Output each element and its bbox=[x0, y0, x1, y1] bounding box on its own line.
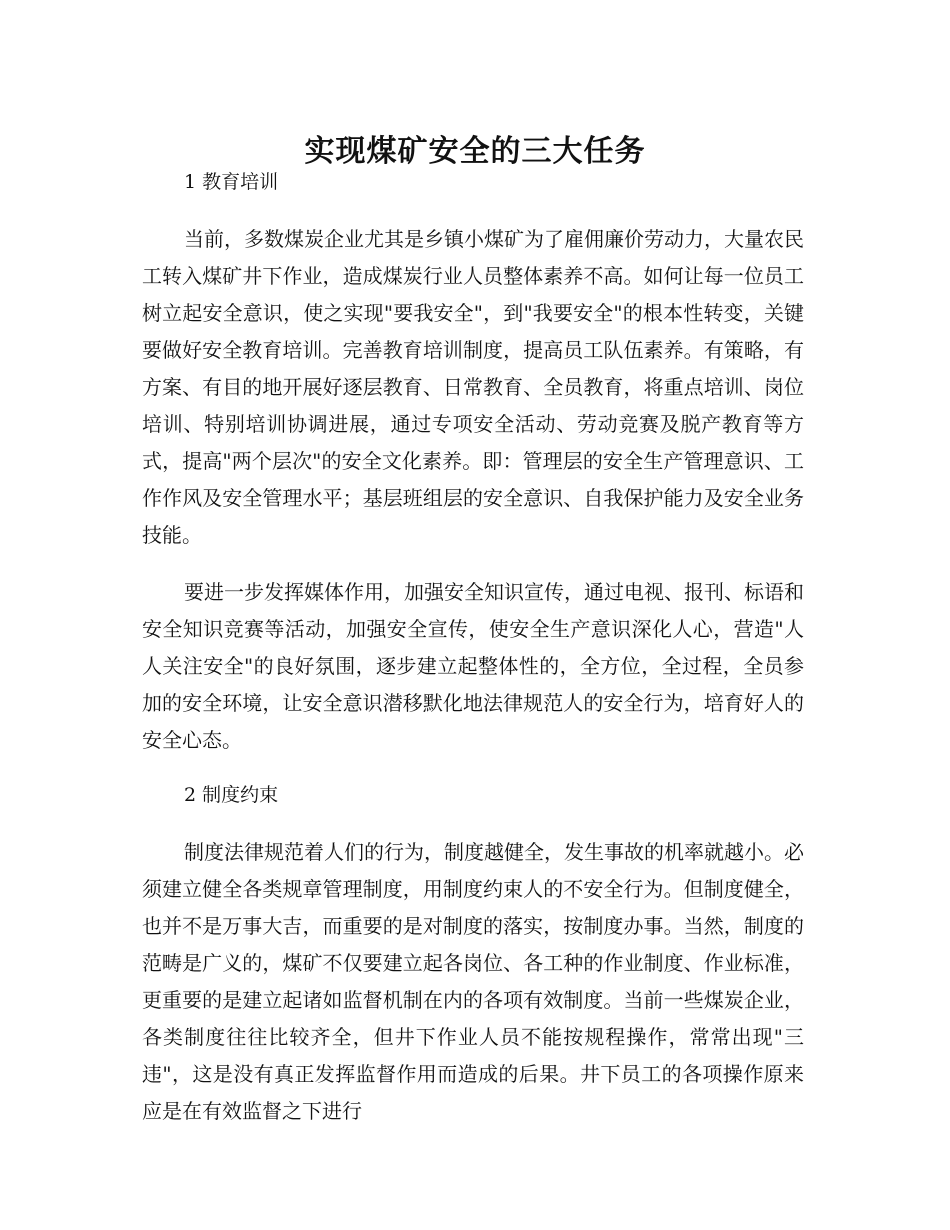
document-title: 实现煤矿安全的三大任务 bbox=[304, 134, 646, 170]
paragraph: 要进一步发挥媒体作用，加强安全知识宣传，通过电视、报刊、标语和安全知识竞赛等活动，加强安全宣传，使安全生产意识深化人心，营造"人人关注安全"的良好氛围，逐步建立起整体性的，全方位，全过程，全员参加的安全环境，让安全意识潜移默化地法律规范人的安全行为，培育好人的安全心态。 bbox=[142, 580, 804, 752]
paragraph: 制度法律规范着人们的行为，制度越健全，发生事故的机率就越小。必须建立健全各类规章管理制度，用制度约束人的不安全行为。但制度健全，也并不是万事大吉，而重要的是对制度的落实，按制度办事。当然，制度的范畴是广义的，煤矿不仅要建立起各岗位、各工种的作业制度、作业标准，更重要的是建立起诸如监督机制在内的各项有效制度。当前一些煤炭企业，各类制度往往比较齐全，但井下作业人员不能按规程操作，常常出现"三违"，这是没有真正发挥监督作用而造成的后果。井下员工的各项操作原来应是在有效监督之下进行 bbox=[142, 840, 804, 1123]
section-heading-regulation: 2 制度约束 bbox=[184, 784, 279, 806]
section-heading-education: 1 教育培训 bbox=[184, 171, 279, 193]
paragraph: 当前，多数煤炭企业尤其是乡镇小煤矿为了雇佣廉价劳动力，大量农民工转入煤矿井下作业，造成煤炭行业人员整体素养不高。如何让每一位员工树立起安全意识，使之实现"要我安全"，到"我要安全"的根本性转变，关键要做好安全教育培训。完善教育培训制度，提高员工队伍素养。有策略，有方案、有目的地开展好逐层教育、日常教育、全员教育，将重点培训、岗位培训、特别培训协调进展，通过专项安全活动、劳动竞赛及脱产教育等方式，提高"两个层次"的安全文化素养。即：管理层的安全生产管理意识、工作作风及安全管理水平；基层班组层的安全意识、自我保护能力及安全业务技能。 bbox=[142, 227, 804, 547]
document-body bbox=[142, 164, 804, 1130]
